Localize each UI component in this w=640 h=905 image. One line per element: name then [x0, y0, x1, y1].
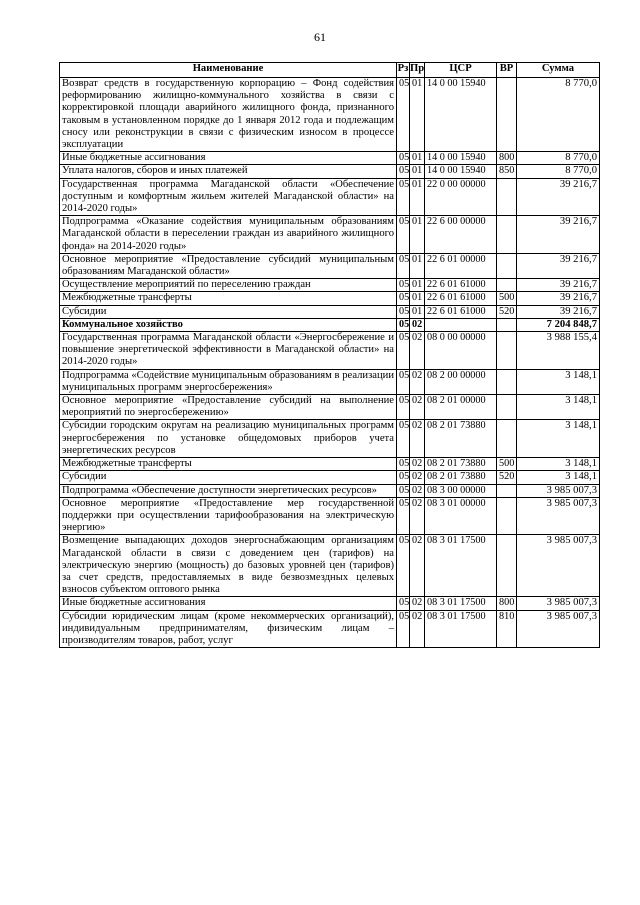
row-vr: 850 — [497, 165, 517, 178]
row-sum: 3 988 155,4 — [517, 332, 600, 370]
table-row — [60, 152, 600, 165]
row-name: Межбюджетные трансферты — [60, 458, 397, 471]
row-pr: 02 — [410, 332, 425, 370]
row-name: Коммунальное хозяйство — [60, 318, 397, 331]
row-sum: 8 770,0 — [517, 165, 600, 178]
row-sum: 3 985 007,3 — [517, 597, 600, 610]
row-sum: 3 985 007,3 — [517, 610, 600, 648]
row-vr — [497, 253, 517, 278]
row-name: Государственная программа Магаданской области «Обеспечение доступным и комфортным жильем жителей Магаданской области» на 2014-2020 годы» — [60, 178, 397, 216]
row-pr: 01 — [410, 279, 425, 292]
row-vr — [497, 484, 517, 497]
row-csr: 22 6 01 61000 — [425, 305, 497, 318]
row-vr: 500 — [497, 458, 517, 471]
row-name: Основное мероприятие «Предоставление субсидий муниципальным образованиям Магаданской области» — [60, 253, 397, 278]
table-row — [60, 484, 600, 497]
row-sum: 8 770,0 — [517, 152, 600, 165]
table-row — [60, 597, 600, 610]
row-name: Основное мероприятие «Предоставление мер государственной поддержки при осуществлении тарифообразования на электрическую энергию» — [60, 497, 397, 535]
row-rz: 05 — [397, 471, 410, 484]
row-vr — [497, 395, 517, 420]
row-csr: 22 6 01 00000 — [425, 253, 497, 278]
row-sum: 7 204 848,7 — [517, 318, 600, 331]
row-name: Субсидии — [60, 471, 397, 484]
row-name: Иные бюджетные ассигнования — [60, 597, 397, 610]
table-row — [60, 332, 600, 370]
row-rz: 05 — [397, 497, 410, 535]
row-vr — [497, 497, 517, 535]
row-rz: 05 — [397, 178, 410, 216]
header-sum: Сумма — [517, 63, 600, 78]
row-vr — [497, 332, 517, 370]
row-rz: 05 — [397, 332, 410, 370]
row-pr: 02 — [410, 597, 425, 610]
row-rz: 05 — [397, 78, 410, 152]
table-row — [60, 318, 600, 331]
row-pr: 02 — [410, 535, 425, 597]
table-row — [60, 216, 600, 254]
row-name: Возврат средств в государственную корпорацию – Фонд содействия реформированию жилищно-коммунального хозяйства в связи с корректировкой площади аварийного жилищного фонда, признанного таковым в установленном порядке до 1 января 2012 года и подлежащим сносу или реконструкции в связи с физическим износом в процессе эксплуатации — [60, 78, 397, 152]
row-name: Основное мероприятие «Предоставление субсидий на выполнение мероприятий по энергосбережению» — [60, 395, 397, 420]
row-rz: 05 — [397, 292, 410, 305]
row-sum: 39 216,7 — [517, 279, 600, 292]
row-pr: 01 — [410, 305, 425, 318]
row-name: Иные бюджетные ассигнования — [60, 152, 397, 165]
row-rz: 05 — [397, 597, 410, 610]
table-header-row — [60, 63, 600, 78]
row-rz: 05 — [397, 535, 410, 597]
row-csr: 22 0 00 00000 — [425, 178, 497, 216]
row-rz: 05 — [397, 458, 410, 471]
row-vr — [497, 535, 517, 597]
row-name: Субсидии городским округам на реализацию муниципальных программ энергосбережения по установке общедомовых приборов учета энергетических ресурсов — [60, 420, 397, 458]
row-csr: 14 0 00 15940 — [425, 165, 497, 178]
row-rz: 05 — [397, 610, 410, 648]
table-row — [60, 395, 600, 420]
table-row — [60, 279, 600, 292]
row-name: Государственная программа Магаданской области «Энергосбережение и повышение энергетической эффективности в Магаданской области» на 2014-2020 годы» — [60, 332, 397, 370]
row-sum: 3 148,1 — [517, 369, 600, 394]
row-vr: 500 — [497, 292, 517, 305]
row-name: Возмещение выпадающих доходов энергоснабжающим организациям Магаданской области в связи с доведением цен (тарифов) на электрическую энергию (мощность) до базовых уровней цен (тарифов) за счет средств, предоставляемых в виде безвозмездных целевых взносов субъектом оптового рынка — [60, 535, 397, 597]
row-rz: 05 — [397, 305, 410, 318]
row-csr: 08 2 00 00000 — [425, 369, 497, 394]
row-name: Субсидии юридическим лицам (кроме некоммерческих организаций), индивидуальным предпринимателям, физическим лицам – производителям товаров, работ, услуг — [60, 610, 397, 648]
row-rz: 05 — [397, 484, 410, 497]
row-rz: 05 — [397, 318, 410, 331]
table-row — [60, 253, 600, 278]
row-name: Подпрограмма «Оказание содействия муниципальным образованиям Магаданской области в переселении граждан из аварийного жилищного фонда» на 2014-2020 годы» — [60, 216, 397, 254]
row-rz: 05 — [397, 279, 410, 292]
table-row — [60, 178, 600, 216]
row-sum: 3 985 007,3 — [517, 484, 600, 497]
row-pr: 02 — [410, 610, 425, 648]
page-number: 61 — [314, 30, 326, 44]
row-rz: 05 — [397, 253, 410, 278]
row-name: Уплата налогов, сборов и иных платежей — [60, 165, 397, 178]
row-pr: 02 — [410, 369, 425, 394]
row-pr: 01 — [410, 78, 425, 152]
row-sum: 3 985 007,3 — [517, 535, 600, 597]
row-pr: 01 — [410, 253, 425, 278]
row-csr: 08 3 01 00000 — [425, 497, 497, 535]
row-csr: 14 0 00 15940 — [425, 152, 497, 165]
row-sum: 39 216,7 — [517, 216, 600, 254]
row-csr: 08 2 01 00000 — [425, 395, 497, 420]
row-vr: 520 — [497, 471, 517, 484]
row-csr: 22 6 00 00000 — [425, 216, 497, 254]
row-sum: 3 148,1 — [517, 420, 600, 458]
row-sum: 3 148,1 — [517, 471, 600, 484]
row-pr: 02 — [410, 395, 425, 420]
row-rz: 05 — [397, 369, 410, 394]
table-row — [60, 369, 600, 394]
row-pr: 01 — [410, 152, 425, 165]
row-rz: 05 — [397, 395, 410, 420]
row-vr: 810 — [497, 610, 517, 648]
table-row — [60, 420, 600, 458]
row-rz: 05 — [397, 420, 410, 458]
row-rz: 05 — [397, 216, 410, 254]
row-csr: 08 2 01 73880 — [425, 471, 497, 484]
header-vr: ВР — [497, 63, 517, 78]
row-vr — [497, 279, 517, 292]
row-csr: 08 3 01 17500 — [425, 597, 497, 610]
row-pr: 02 — [410, 458, 425, 471]
row-pr: 02 — [410, 420, 425, 458]
row-name: Подпрограмма «Содействие муниципальным образованиям в реализации муниципальных программ энергосбережения» — [60, 369, 397, 394]
row-vr — [497, 216, 517, 254]
header-pr: Пр — [410, 63, 425, 78]
table-row — [60, 535, 600, 597]
row-sum: 3 985 007,3 — [517, 497, 600, 535]
row-csr: 22 6 01 61000 — [425, 292, 497, 305]
row-pr: 01 — [410, 292, 425, 305]
row-sum: 3 148,1 — [517, 395, 600, 420]
row-sum: 3 148,1 — [517, 458, 600, 471]
row-csr: 08 3 00 00000 — [425, 484, 497, 497]
row-vr: 520 — [497, 305, 517, 318]
table-row — [60, 292, 600, 305]
row-sum: 39 216,7 — [517, 253, 600, 278]
row-vr — [497, 420, 517, 458]
row-csr: 08 0 00 00000 — [425, 332, 497, 370]
header-name: Наименование — [60, 63, 397, 78]
row-rz: 05 — [397, 152, 410, 165]
row-pr: 01 — [410, 165, 425, 178]
row-pr: 02 — [410, 318, 425, 331]
row-pr: 02 — [410, 471, 425, 484]
row-vr — [497, 178, 517, 216]
row-name: Осуществление мероприятий по переселению граждан — [60, 279, 397, 292]
row-vr: 800 — [497, 597, 517, 610]
header-rz: Рз — [397, 63, 410, 78]
table-row — [60, 610, 600, 648]
row-vr — [497, 78, 517, 152]
row-csr: 08 2 01 73880 — [425, 458, 497, 471]
row-csr: 22 6 01 61000 — [425, 279, 497, 292]
table-row — [60, 305, 600, 318]
row-name: Подпрограмма «Обеспечение доступности энергетических ресурсов» — [60, 484, 397, 497]
row-sum: 8 770,0 — [517, 78, 600, 152]
row-sum: 39 216,7 — [517, 305, 600, 318]
row-vr — [497, 318, 517, 331]
header-csr: ЦСР — [425, 63, 497, 78]
row-pr: 02 — [410, 497, 425, 535]
table-row — [60, 458, 600, 471]
row-pr: 02 — [410, 484, 425, 497]
row-pr: 01 — [410, 178, 425, 216]
table-row — [60, 165, 600, 178]
row-csr — [425, 318, 497, 331]
row-csr: 08 3 01 17500 — [425, 535, 497, 597]
row-pr: 01 — [410, 216, 425, 254]
table-row — [60, 497, 600, 535]
budget-table — [59, 62, 600, 648]
row-vr: 800 — [497, 152, 517, 165]
row-csr: 08 2 01 73880 — [425, 420, 497, 458]
row-sum: 39 216,7 — [517, 178, 600, 216]
row-csr: 08 3 01 17500 — [425, 610, 497, 648]
row-name: Субсидии — [60, 305, 397, 318]
row-sum: 39 216,7 — [517, 292, 600, 305]
row-rz: 05 — [397, 165, 410, 178]
row-name: Межбюджетные трансферты — [60, 292, 397, 305]
table-row — [60, 471, 600, 484]
row-csr: 14 0 00 15940 — [425, 78, 497, 152]
table-row — [60, 78, 600, 152]
row-vr — [497, 369, 517, 394]
